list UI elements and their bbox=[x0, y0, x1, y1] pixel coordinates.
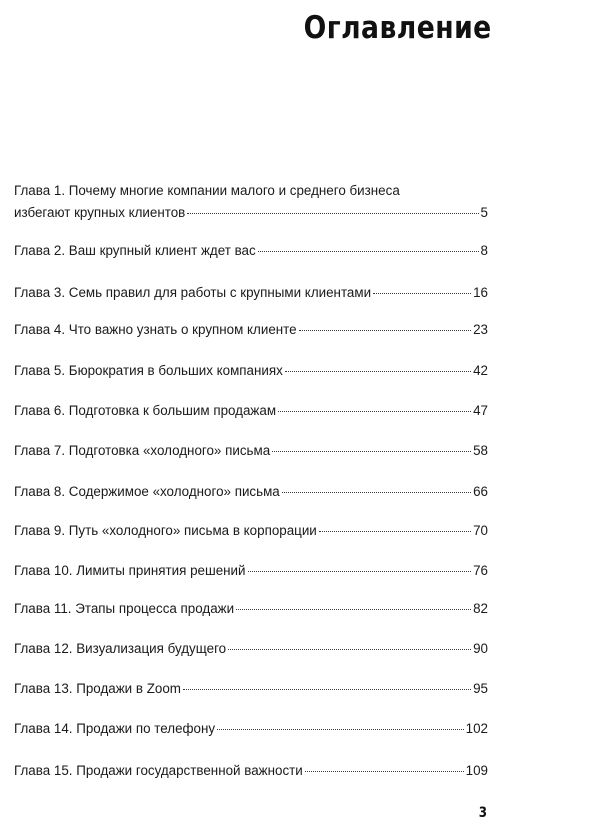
toc-entry-10[interactable] bbox=[14, 560, 488, 582]
toc-entry-1[interactable] bbox=[14, 180, 488, 224]
toc-entry-title: Глава 10. Лимиты принятия решений bbox=[14, 563, 246, 578]
toc-entry-first-line bbox=[14, 180, 488, 202]
dot-leader bbox=[272, 451, 471, 452]
dot-leader bbox=[258, 251, 479, 252]
toc-entry-3[interactable] bbox=[14, 282, 488, 304]
toc-entry-page: 5 bbox=[480, 205, 488, 220]
toc-entry-page: 23 bbox=[473, 322, 488, 337]
toc-entry-title: Глава 15. Продажи государственной важности bbox=[14, 763, 303, 778]
dot-leader bbox=[236, 609, 471, 610]
toc-entry-page: 70 bbox=[473, 523, 488, 538]
dot-leader bbox=[248, 571, 472, 572]
dot-leader bbox=[228, 649, 471, 650]
toc-entry-second-line bbox=[14, 202, 488, 224]
toc-entry-page: 42 bbox=[473, 363, 488, 378]
dot-leader bbox=[278, 411, 471, 412]
toc-entry-title: избегают крупных клиентов bbox=[14, 205, 186, 220]
toc-entry-page: 90 bbox=[473, 641, 488, 656]
toc-entry-12[interactable] bbox=[14, 638, 488, 660]
toc-entry-13[interactable] bbox=[14, 678, 488, 700]
toc-entry-page: 102 bbox=[465, 721, 488, 736]
dot-leader bbox=[305, 771, 464, 772]
toc-entry-7[interactable] bbox=[14, 440, 488, 462]
toc-entry-page: 47 bbox=[473, 403, 488, 418]
toc-entry-5[interactable] bbox=[14, 360, 488, 382]
dot-leader bbox=[373, 293, 471, 294]
toc-entry-6[interactable] bbox=[14, 400, 488, 422]
dot-leader bbox=[285, 371, 471, 372]
toc-entry-title: Глава 13. Продажи в Zoom bbox=[14, 681, 181, 696]
toc-entry-page: 58 bbox=[473, 443, 488, 458]
toc-entry-title: Глава 5. Бюрократия в больших компаниях bbox=[14, 363, 283, 378]
toc-entry-page: 82 bbox=[473, 601, 488, 616]
toc-entry-title: Глава 11. Этапы процесса продажи bbox=[14, 601, 235, 616]
toc-entry-9[interactable] bbox=[14, 520, 488, 542]
toc-entry-15[interactable] bbox=[14, 760, 488, 782]
page-number: 3 bbox=[478, 805, 488, 821]
dot-leader bbox=[299, 330, 471, 331]
toc-entry-page: 8 bbox=[480, 243, 488, 258]
toc-entry-page: 95 bbox=[473, 681, 488, 696]
toc-entry-title-line1: Глава 1. Почему многие компании малого и среднего бизнеса bbox=[14, 183, 400, 198]
dot-leader bbox=[217, 729, 464, 730]
toc-entry-title: Глава 6. Подготовка к большим продажам bbox=[14, 403, 277, 418]
toc-entry-11[interactable] bbox=[14, 598, 488, 620]
toc-entry-page: 109 bbox=[465, 763, 488, 778]
toc-entry-page: 66 bbox=[473, 484, 488, 499]
toc-entry-title: Глава 12. Визуализация будущего bbox=[14, 641, 227, 656]
toc-entry-page: 16 bbox=[473, 285, 488, 300]
toc-entry-title: Глава 3. Семь правил для работы с крупными клиентами bbox=[14, 285, 372, 300]
toc-entry-2[interactable] bbox=[14, 240, 488, 262]
dot-leader bbox=[187, 213, 478, 214]
dot-leader bbox=[183, 689, 471, 690]
toc-entry-title: Глава 9. Путь «холодного» письма в корпорации bbox=[14, 523, 317, 538]
toc-entry-title: Глава 4. Что важно узнать о крупном клиенте bbox=[14, 322, 297, 337]
toc-entry-title: Глава 14. Продажи по телефону bbox=[14, 721, 216, 736]
toc-entry-page: 76 bbox=[473, 563, 488, 578]
toc-entry-4[interactable] bbox=[14, 319, 488, 341]
toc-entry-title: Глава 2. Ваш крупный клиент ждет вас bbox=[14, 243, 256, 258]
dot-leader bbox=[319, 531, 471, 532]
toc-entry-title: Глава 7. Подготовка «холодного» письма bbox=[14, 443, 271, 458]
toc-entry-title: Глава 8. Содержимое «холодного» письма bbox=[14, 484, 280, 499]
dot-leader bbox=[282, 492, 471, 493]
toc-entry-14[interactable] bbox=[14, 718, 488, 740]
page-title: Оглавление bbox=[303, 10, 492, 46]
toc-entry-8[interactable] bbox=[14, 481, 488, 503]
